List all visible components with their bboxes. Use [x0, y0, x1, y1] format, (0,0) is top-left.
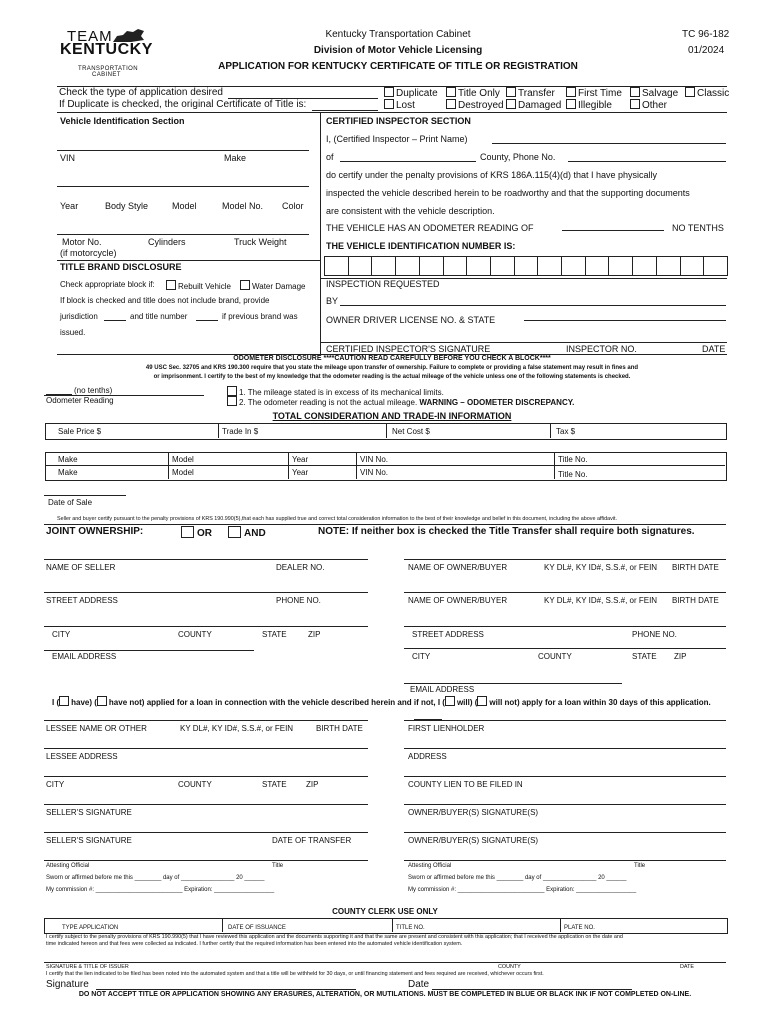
lessee-state-label: STATE — [262, 780, 287, 789]
attest-title-left: Title — [272, 863, 284, 869]
first-lienholder-label: FIRST LIENHOLDER — [408, 724, 485, 733]
clerk-heading: COUNTY CLERK USE ONLY — [332, 907, 438, 916]
vin-char-box[interactable] — [515, 257, 539, 275]
vin-char-box[interactable] — [538, 257, 562, 275]
clerk-cert-1: I certify subject to the penalty provisions of KRS 190.990(5) that I have reviewed this application and the documents supporting it and that the same are present and consistent with this application; that I received the application on the date and — [46, 934, 623, 940]
clerk-county-label: COUNTY — [498, 964, 521, 970]
destroyed-checkbox[interactable] — [446, 99, 456, 109]
vin-char-box[interactable] — [372, 257, 396, 275]
tax-label: Tax $ — [556, 427, 576, 436]
consideration-certify: Seller and buyer certify pursuant to the penalty provisions of KRS 190.990(5),that each has supplied true and correct total consideration information to the best of their knowledge and belief in this document, including the above affidavit. — [57, 516, 617, 522]
model-no-label: Model No. — [222, 201, 264, 211]
odometer-statement-1[interactable]: 1. The mileage stated is in excess of its mechanical limits. — [227, 386, 444, 397]
vin-char-box[interactable] — [491, 257, 515, 275]
brand-line2: If block is checked and title does not include brand, provide — [60, 296, 270, 305]
vehicle-section-title: Vehicle Identification Section — [60, 116, 185, 126]
attest-title-right: Title — [634, 863, 646, 869]
clerk-sig-issuer-label: SIGNATURE & TITLE OF ISSUER — [46, 964, 129, 970]
vin-char-box[interactable] — [681, 257, 705, 275]
logo-team-text: TEAM — [67, 28, 113, 45]
odometer-law-1: 49 USC Sec. 32705 and KRS 190.300 require that you state the mileage upon transfer of ownership. Failure to complete or providing a false statement may result in fines and — [145, 365, 639, 371]
title-number-label: and title number — [130, 312, 188, 321]
owner-signature-label-2: OWNER/BUYER(S) SIGNATURE(S) — [408, 836, 539, 845]
illegible-checkbox[interactable] — [566, 99, 576, 109]
lost-checkbox[interactable] — [384, 99, 394, 109]
clerk-cert-2: time indicated hereon and that fees were collected as indicated. I further certify that the required information has been entered into the automated vehicle identification system. — [46, 941, 463, 947]
tradein-make-1: Make — [58, 455, 78, 464]
owner-name-label-1: NAME OF OWNER/BUYER — [408, 563, 508, 572]
opt-other[interactable]: Other — [630, 99, 667, 111]
owner-county-label: COUNTY — [538, 652, 572, 661]
damaged-checkbox[interactable] — [506, 99, 516, 109]
not-actual-mileage-checkbox[interactable] — [227, 396, 237, 406]
clerk-table — [44, 918, 728, 934]
opt-illegible[interactable]: Illegible — [566, 99, 612, 111]
odometer-reading-label: THE VEHICLE HAS AN ODOMETER READING OF — [326, 223, 534, 233]
owner-state-label: STATE — [632, 652, 657, 661]
opt-transfer[interactable]: Transfer — [506, 87, 555, 99]
opt-classic[interactable]: Classic — [685, 87, 729, 99]
attest-official-right: Attesting Official — [408, 863, 452, 869]
logo-sub2: CABINET — [92, 72, 121, 78]
inspector-section-title: CERTIFIED INSPECTOR SECTION — [326, 116, 471, 126]
odometer-reading-caption: Odometer Reading — [46, 396, 114, 405]
first-time-checkbox[interactable] — [566, 87, 576, 97]
tradein-year-2: Year — [292, 468, 309, 477]
logo-sub1: TRANSPORTATION — [78, 66, 138, 72]
inspector-date-label: DATE — [702, 344, 726, 354]
issued-label: issued. — [60, 328, 86, 337]
odometer-statement-2[interactable]: 2. The odometer reading is not the actual mileage. WARNING – ODOMETER DISCREPANCY. — [227, 396, 574, 407]
rebuilt-checkbox[interactable] — [166, 280, 176, 290]
tradein-model-1: Model — [172, 455, 194, 464]
vin-is-label: THE VEHICLE IDENTIFICATION NUMBER IS: — [326, 241, 516, 251]
lessee-city-label: CITY — [46, 780, 65, 789]
vin-char-box[interactable] — [657, 257, 681, 275]
owner-name-label-2: NAME OF OWNER/BUYER — [408, 596, 508, 605]
seller-phone-label: PHONE NO. — [276, 596, 321, 605]
vin-char-box[interactable] — [444, 257, 468, 275]
seller-name-label: NAME OF SELLER — [46, 563, 116, 572]
form-footer-warning: DO NOT ACCEPT TITLE OR APPLICATION SHOWING ANY ERASURES, ALTERATION, OR MUTILATIONS. MUST BE COMPLETED IN BLUE OR BLACK INK IF NOT COMPLETED ON-LINE. — [78, 991, 692, 998]
owner-city-label: CITY — [412, 652, 431, 661]
seller-signature-label-2: SELLER'S SIGNATURE — [46, 836, 132, 845]
lessee-id-label: KY DL#, KY ID#, S.S.#, or FEIN — [180, 724, 294, 733]
opt-title-only[interactable]: Title Only — [446, 87, 500, 99]
joint-ownership-label: JOINT OWNERSHIP: — [46, 526, 144, 537]
dealer-no-label: DEALER NO. — [276, 563, 325, 572]
vin-char-box[interactable] — [467, 257, 491, 275]
seller-county-label: COUNTY — [178, 630, 212, 639]
model-label: Model — [172, 201, 197, 211]
owner-id-label-2: KY DL#, KY ID#, S.S.#, or FEIN — [544, 596, 658, 605]
owner-birth-label-2: BIRTH DATE — [672, 596, 719, 605]
cylinders-label: Cylinders — [148, 237, 186, 247]
salvage-checkbox[interactable] — [630, 87, 640, 97]
tradein-title-2: Title No. — [558, 470, 588, 479]
owner-email-label: EMAIL ADDRESS — [410, 685, 475, 694]
joint-and-option[interactable]: AND — [228, 526, 266, 539]
vin-char-box[interactable] — [562, 257, 586, 275]
joint-or-checkbox[interactable] — [181, 526, 194, 538]
consideration-heading: TOTAL CONSIDERATION AND TRADE-IN INFORMATION — [272, 411, 512, 421]
title-brand-heading: TITLE BRAND DISCLOSURE — [60, 262, 182, 272]
owner-zip-label: ZIP — [674, 652, 687, 661]
vin-char-box[interactable] — [633, 257, 657, 275]
vin-char-box[interactable] — [420, 257, 444, 275]
app-type-label: Check the type of application desired — [59, 87, 223, 98]
county-phone-label: County, Phone No. — [480, 152, 556, 162]
vin-char-box[interactable] — [349, 257, 373, 275]
tradein-vin-1: VIN No. — [360, 455, 389, 464]
vin-label: VIN — [60, 153, 76, 163]
jurisdiction-label: jurisdiction — [60, 312, 98, 321]
inspector-cert-3: are consistent with the vehicle description. — [326, 206, 495, 216]
clerk-lien-note: I certify that the lien indicated to be filed has been noted into the automated system and that a title will be withheld for 30 days, or until financing statement and fees required are received, whichever occurs first. — [46, 971, 544, 977]
joint-note: NOTE: If neither box is checked the Title Transfer shall require both signatures. — [318, 526, 695, 537]
inspector-no-label: INSPECTOR NO. — [566, 344, 637, 354]
inspector-signature-label: CERTIFIED INSPECTOR'S SIGNATURE — [326, 344, 491, 354]
brand-water[interactable]: Water Damage — [240, 280, 306, 291]
owner-dl-label: OWNER DRIVER LICENSE NO. & STATE — [326, 315, 496, 325]
owner-street-label: STREET ADDRESS — [412, 630, 484, 639]
brand-check-label: Check appropriate block if: — [60, 280, 155, 289]
tradein-make-2: Make — [58, 468, 78, 477]
joint-or-option[interactable]: OR — [181, 526, 212, 539]
vin-char-box[interactable] — [396, 257, 420, 275]
form-title: APPLICATION FOR KENTUCKY CERTIFICATE OF TITLE OR REGISTRATION — [218, 61, 578, 72]
body-style-label: Body Style — [105, 201, 149, 211]
opt-duplicate[interactable]: Duplicate — [384, 87, 438, 99]
inspector-cert-2: inspected the vehicle described herein to be roadworthy and that the supporting documents — [326, 188, 690, 198]
logo-kentucky-text: KENTUCKY — [60, 41, 153, 58]
of-label: of — [326, 152, 334, 162]
opt-damaged[interactable]: Damaged — [506, 99, 561, 111]
tradein-vin-2: VIN No. — [360, 468, 389, 477]
date-of-sale-label: Date of Sale — [48, 498, 93, 507]
clerk-title-no-label: TITLE NO. — [396, 925, 425, 931]
attest-commission-left: My commission #: __________________________ Expiration: __________________ — [46, 887, 275, 893]
trade-in-label: Trade In $ — [222, 427, 259, 436]
lien-county-label: COUNTY LIEN TO BE FILED IN — [408, 780, 523, 789]
inspector-name-label: I, (Certified Inspector – Print Name) — [326, 134, 468, 144]
opt-salvage[interactable]: Salvage — [630, 87, 678, 99]
loan-have-not-checkbox[interactable] — [97, 696, 107, 706]
lien-address-label: ADDRESS — [408, 752, 447, 761]
net-cost-label: Net Cost $ — [392, 427, 430, 436]
loan-statement: I ( have) ( have not) applied for a loan in connection with the vehicle described herein and if not, I ( will) ( will not) apply for a loan within 30 days of this application. — [52, 698, 711, 707]
duplicate-label: If Duplicate is checked, the original Certificate of Title is: — [59, 99, 307, 110]
sale-price-label: Sale Price $ — [58, 427, 102, 436]
joint-and-checkbox[interactable] — [228, 526, 241, 538]
odometer-no-tenths: (no tenths) — [74, 386, 113, 395]
form-date: 01/2024 — [688, 45, 725, 56]
clerk-type-label: TYPE APPLICATION — [62, 925, 119, 931]
clerk-date2-label: Date — [408, 979, 430, 990]
duplicate-checkbox[interactable] — [384, 87, 394, 97]
by-label: BY — [326, 296, 339, 306]
title-only-checkbox[interactable] — [446, 87, 456, 97]
inspection-requested-label: INSPECTION REQUESTED — [326, 279, 440, 289]
clerk-plate-no-label: PLATE NO. — [564, 925, 595, 931]
motorcycle-label: (if motorcycle) — [60, 248, 117, 258]
seller-email-label: EMAIL ADDRESS — [52, 652, 117, 661]
owner-phone-label: PHONE NO. — [632, 630, 677, 639]
odometer-law-2: or imprisonment. I certify to the best of my knowledge that the odometer reading is the actual mileage of the vehicle unless one of the following statements is checked. — [153, 374, 631, 380]
brand-rebuilt[interactable]: Rebuilt Vehicle — [166, 280, 231, 291]
odometer-heading: ODOMETER DISCLOSURE ****CAUTION READ CAREFULLY BEFORE YOU CHECK A BLOCK**** — [233, 355, 551, 362]
loan-will-checkbox[interactable] — [445, 696, 455, 706]
owner-signature-label-1: OWNER/BUYER(S) SIGNATURE(S) — [408, 808, 539, 817]
seller-state-label: STATE — [262, 630, 287, 639]
vin-char-box[interactable] — [325, 257, 349, 275]
lessee-address-label: LESSEE ADDRESS — [46, 752, 118, 761]
lessee-zip-label: ZIP — [306, 780, 319, 789]
other-checkbox[interactable] — [630, 99, 640, 109]
water-damage-checkbox[interactable] — [240, 280, 250, 290]
tradein-year-1: Year — [292, 455, 309, 464]
vin-char-box[interactable] — [609, 257, 633, 275]
lessee-birth-label: BIRTH DATE — [316, 724, 363, 733]
seller-signature-label-1: SELLER'S SIGNATURE — [46, 808, 132, 817]
tradein-model-2: Model — [172, 468, 194, 477]
truck-weight-label: Truck Weight — [234, 237, 287, 247]
classic-checkbox[interactable] — [685, 87, 695, 97]
lessee-name-label: LESSEE NAME OR OTHER — [46, 724, 147, 733]
lessee-county-label: COUNTY — [178, 780, 212, 789]
vin-char-box[interactable] — [586, 257, 610, 275]
year-label: Year — [60, 201, 79, 211]
previous-brand-label: if previous brand was — [222, 312, 298, 321]
clerk-signature-label: Signature — [46, 979, 89, 990]
seller-zip-label: ZIP — [308, 630, 321, 639]
attest-official-left: Attesting Official — [46, 863, 90, 869]
owner-id-label-1: KY DL#, KY ID#, S.S.#, or FEIN — [544, 563, 658, 572]
clerk-date-issuance-label: DATE OF ISSUANCE — [228, 925, 286, 931]
tradein-title-1: Title No. — [558, 455, 588, 464]
attest-sworn-right: Sworn or affirmed before me this ________ day of ________________ 20 ______ — [408, 875, 627, 881]
vin-char-box[interactable] — [704, 257, 727, 275]
seller-street-label: STREET ADDRESS — [46, 596, 118, 605]
make-label: Make — [224, 153, 247, 163]
clerk-date-label: DATE — [680, 964, 694, 970]
opt-destroyed[interactable]: Destroyed — [446, 99, 504, 111]
attest-commission-right: My commission #: __________________________ Expiration: __________________ — [408, 887, 637, 893]
motor-no-label: Motor No. — [62, 237, 102, 247]
inspector-cert-1: do certify under the penalty provisions of KRS 186A.115(4)(d) that I have physically — [326, 170, 658, 180]
attest-sworn-left: Sworn or affirmed before me this ________ day of ________________ 20 ______ — [46, 875, 265, 881]
opt-first-time[interactable]: First Time — [566, 87, 622, 99]
division-name: Division of Motor Vehicle Licensing — [313, 45, 483, 56]
form-number: TC 96-182 — [682, 29, 730, 40]
seller-city-label: CITY — [52, 630, 71, 639]
opt-lost[interactable]: Lost — [384, 99, 415, 111]
mileage-excess-checkbox[interactable] — [227, 386, 237, 396]
loan-have-checkbox[interactable] — [59, 696, 69, 706]
no-tenths-label: NO TENTHS — [672, 223, 724, 233]
loan-will-not-checkbox[interactable] — [477, 696, 487, 706]
date-of-transfer-label: DATE OF TRANSFER — [272, 836, 352, 845]
owner-birth-label-1: BIRTH DATE — [672, 563, 719, 572]
transfer-checkbox[interactable] — [506, 87, 516, 97]
vin-character-boxes[interactable] — [324, 256, 728, 276]
agency-name: Kentucky Transportation Cabinet — [325, 29, 471, 40]
color-label: Color — [282, 201, 304, 211]
